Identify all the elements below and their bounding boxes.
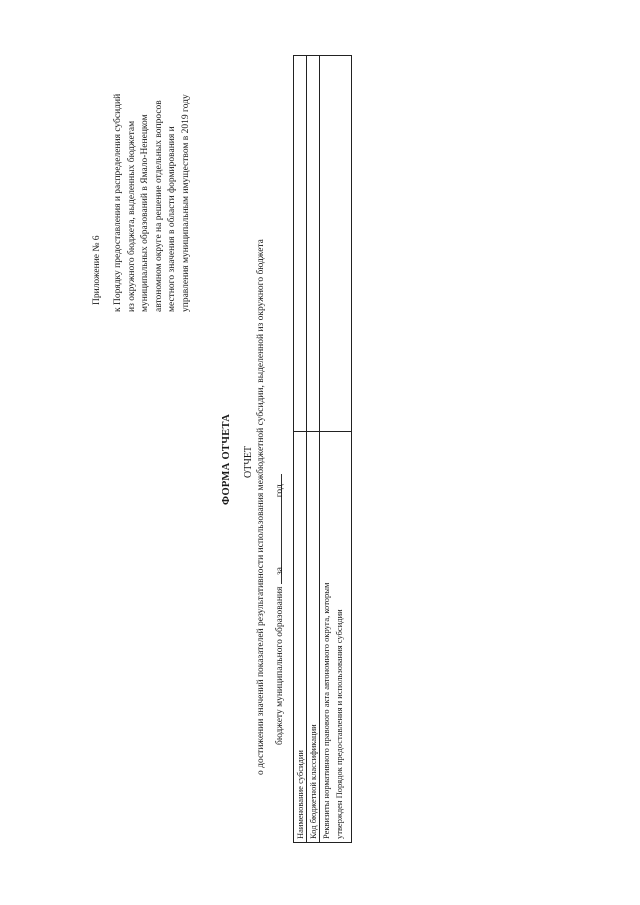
year-label: год bbox=[275, 484, 285, 498]
table-row-divider bbox=[319, 56, 320, 842]
table-column-divider bbox=[294, 431, 351, 432]
table-row-label: утвержден Порядок предоставления и использования субсидии bbox=[334, 609, 344, 839]
table-row-label: Код бюджетной классификации bbox=[308, 724, 318, 839]
appendix-line: управления муниципальным имуществом в 2019 году bbox=[180, 94, 191, 312]
appendix-line: муниципальных образований в Ямало-Ненецком bbox=[140, 114, 151, 312]
report-title: ОТЧЕТ bbox=[243, 445, 254, 478]
appendix-line: местного значения в области формирования и bbox=[167, 126, 178, 312]
period-for-label: за bbox=[275, 567, 285, 575]
year-blank bbox=[272, 500, 282, 565]
municipality-label: бюджету муниципального образования bbox=[275, 586, 285, 745]
table-row-label: Реквизиты нормативного правового акта автономного округа, которым bbox=[321, 582, 331, 839]
appendix-line: к Порядку предоставления и распределения субсидий bbox=[113, 93, 123, 312]
subsidy-table bbox=[293, 55, 352, 843]
appendix-title: Приложение № 6 bbox=[92, 235, 102, 305]
report-subtitle: о достижении значений показателей результативности использования межбюджетной субсидии, выделенной из окружного бюджета bbox=[256, 239, 266, 775]
report-period-line bbox=[272, 484, 285, 575]
appendix-line: из окружного бюджета, выделенных бюджетам bbox=[126, 120, 137, 312]
form-title: ФОРМА ОТЧЕТА bbox=[221, 413, 232, 505]
appendix-body bbox=[112, 12, 194, 312]
table-row-divider bbox=[306, 56, 307, 842]
table-row-label: Наименование субсидии bbox=[295, 750, 305, 839]
appendix-line: автономном округе на решение отдельных вопросов bbox=[153, 100, 164, 312]
